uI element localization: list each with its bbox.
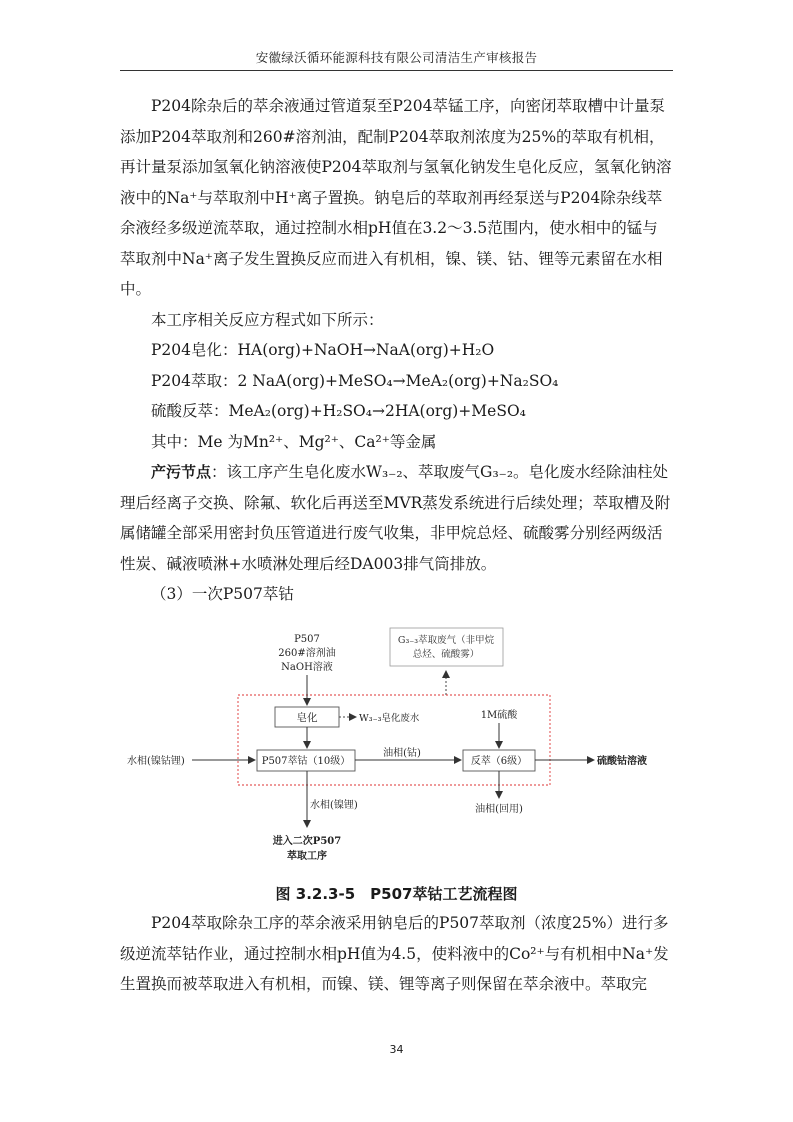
equation-label: 硫酸反萃： [151, 402, 229, 420]
next-process-label-2: 萃取工序 [287, 851, 327, 862]
page-number: 34 [389, 1043, 404, 1056]
equation-label: P204萃取： [151, 371, 238, 390]
strip-label: 反萃（6级） [470, 756, 528, 767]
equation-label: P204皂化： [151, 341, 238, 359]
equation-label: 其中： [151, 432, 198, 451]
water-outlet-label: 水相(镍锂) [310, 800, 358, 811]
equation-formula: HA(org)+NaOH→NaA(org)+H₂O [237, 341, 495, 359]
gas-emission-box [390, 628, 503, 666]
header-rule [120, 70, 673, 71]
input-reagent-solvent: 260#溶剂油 [278, 648, 336, 659]
oil-cobalt-label: 油相(钴) [383, 748, 421, 759]
equation-1 [120, 335, 673, 366]
equation-formula: MeA₂(org)+H₂SO₄→2HA(org)+MeSO₄ [228, 402, 526, 420]
paragraph-3 [120, 457, 673, 579]
equation-3 [120, 396, 673, 427]
equation-2 [120, 366, 673, 397]
section-heading: （3）一次P507萃钴 [151, 585, 294, 603]
pollution-node-text: ：该工序产生皂化废水W₃₋₂、萃取废气G₃₋₂。皂化废水经除油柱处理后经离子交换、除氟、软化后再送至MVR蒸发系统进行后续处理；萃取槽及附属储罐全部采用密封负压管道进行废气收集，非甲烷总烃、硫酸雾分别经两级活性炭、碱液喷淋+水喷淋处理后经DA003排气筒排放。 [120, 463, 671, 573]
input-reagent-p507: P507 [294, 634, 320, 645]
gas-emission-label-2: 总烃、硫酸雾） [412, 649, 480, 660]
equation-formula: 2 NaA(org)+MeSO₄→MeA₂(org)+Na₂SO₄ [237, 371, 559, 390]
equation-4 [120, 427, 673, 458]
document-body-continued [120, 908, 673, 1000]
acid-label: 1M硫酸 [480, 710, 518, 721]
water-inlet-label: 水相(镍钴锂) [127, 756, 185, 767]
wastewater-label: W₃₋₃皂化废水 [359, 713, 420, 724]
document-body [120, 91, 673, 610]
product-label: 硫酸钴溶液 [597, 756, 647, 767]
saponify-label: 皂化 [296, 712, 318, 724]
page-header: 安徽绿沃循环能源科技有限公司清洁生产审核报告 [255, 50, 538, 65]
gas-emission-label-1: G₃₋₃萃取废气（非甲烷 [397, 635, 495, 646]
paragraph-1: P204除杂后的萃余液通过管道泵至P204萃锰工序，向密闭萃取槽中计量泵添加P204萃取剂和260#溶剂油，配制P204萃取剂浓度为25%的萃取有机相，再计量泵添加氢氧化钠溶液使P204萃取剂与氢氧化钠发生皂化反应，氢氧化钠溶液中的Na⁺与萃取剂中H⁺离子置换。钠皂后的萃取剂再经泵送与P204除杂线萃余液经多级逆流萃取，通过控制水相pH值在3.2～3.5范围内，使水相中的锰与萃取剂中Na⁺离子发生置换反应而进入有机相，镍、镁、钴、锂等元素留在水相中。 [120, 97, 672, 298]
oil-return-label: 油相(回用) [475, 804, 523, 815]
paragraph-2: 本工序相关反应方程式如下所示： [151, 310, 384, 329]
pollution-node-label: 产污节点 [151, 463, 212, 481]
process-flow-diagram [120, 625, 673, 875]
next-process-label-1: 进入二次P507 [272, 836, 342, 847]
input-reagent-naoh: NaOH溶液 [281, 662, 333, 673]
figure-caption: 图 3.2.3-5 P507萃钴工艺流程图 [275, 885, 518, 903]
extract-label: P507萃钴（10级） [261, 756, 351, 767]
paragraph-4: P204萃取除杂工序的萃余液采用钠皂后的P507萃取剂（浓度25%）进行多级逆流萃钴作业，通过控制水相pH值为4.5，使料液中的Co²⁺与有机相中Na⁺发生置换而被萃取进入有机相，而镍、镁、锂等离子则保留在萃余液中。萃取完 [120, 914, 669, 993]
equation-formula: Me 为Mn²⁺、Mg²⁺、Ca²⁺等金属 [197, 432, 437, 451]
